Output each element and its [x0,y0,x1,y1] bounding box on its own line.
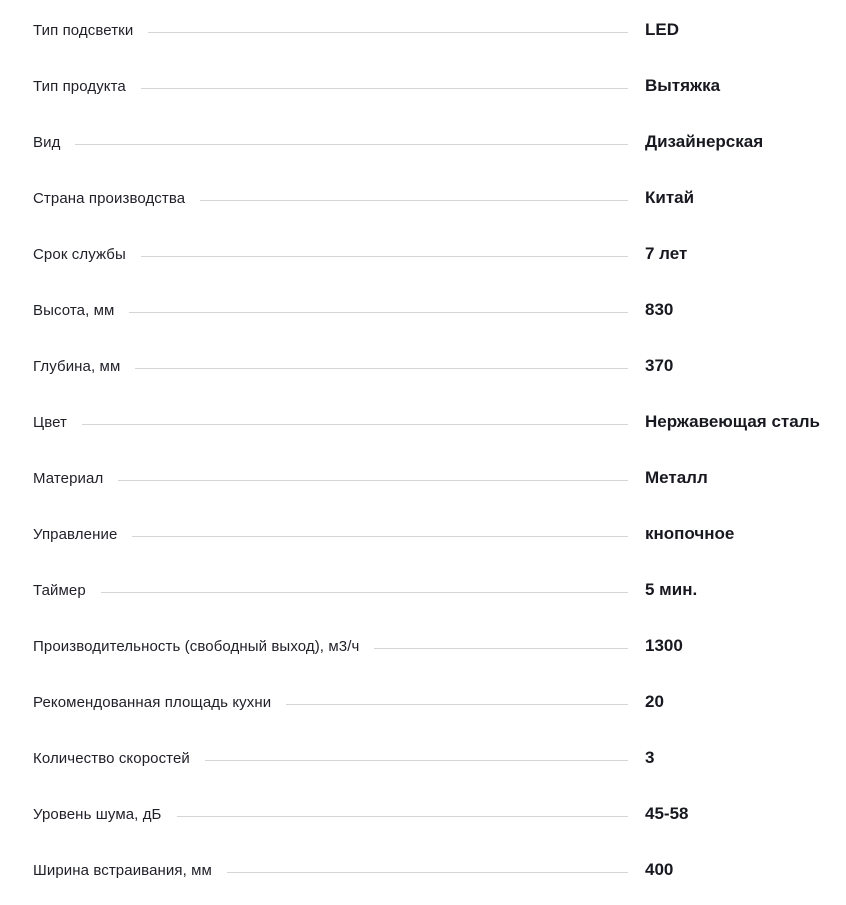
spec-value: Китай [645,188,695,207]
spec-value: 830 [645,300,674,319]
spec-label: Производительность (свободный выход), м3/ч [33,637,360,655]
spec-value: 7 лет [645,244,688,263]
spec-label: Количество скоростей [33,749,190,767]
leader-line [141,88,628,89]
spec-row [0,674,846,730]
spec-value: 1300 [645,636,683,655]
leader-line [75,144,628,145]
leader-line [148,32,628,33]
leader-line [118,480,628,481]
spec-row [0,114,846,170]
spec-label: Управление [33,525,118,543]
spec-row [0,282,846,338]
spec-label: Высота, мм [33,301,115,319]
leader-line [135,368,628,369]
spec-label: Таймер [33,581,86,599]
leader-line [141,256,628,257]
spec-label: Тип подсветки [33,21,134,39]
spec-label: Вид [33,133,61,151]
spec-value: 5 мин. [645,580,698,599]
spec-row [0,2,846,58]
spec-label: Тип продукта [33,77,126,95]
spec-value: 45-58 [645,804,689,823]
spec-value: Вытяжка [645,76,721,95]
spec-row [0,338,846,394]
spec-row [0,58,846,114]
leader-line [374,648,628,649]
spec-row [0,842,846,898]
spec-label: Цвет [33,413,68,431]
spec-row [0,226,846,282]
spec-value: 20 [645,692,664,711]
leader-line [132,536,628,537]
spec-value: LED [645,20,679,39]
leader-line [101,592,628,593]
leader-line [286,704,628,705]
leader-line [129,312,628,313]
spec-value: 370 [645,356,674,375]
spec-label: Уровень шума, дБ [33,805,162,823]
spec-label: Страна производства [33,189,186,207]
leader-line [227,872,628,873]
spec-label: Материал [33,469,104,487]
leader-line [205,760,628,761]
spec-value: Дизайнерская [645,132,764,151]
leader-line [200,200,628,201]
spec-value: 3 [645,748,655,767]
spec-row [0,506,846,562]
spec-value: Нержавеющая сталь [645,412,820,431]
spec-label: Рекомендованная площадь кухни [33,693,272,711]
spec-value: кнопочное [645,524,735,543]
spec-row [0,730,846,786]
leader-line [177,816,629,817]
spec-label: Ширина встраивания, мм [33,861,212,879]
spec-label: Срок службы [33,245,126,263]
spec-row [0,618,846,674]
spec-row [0,170,846,226]
spec-row [0,786,846,842]
leader-line [82,424,628,425]
spec-value: 400 [645,860,674,879]
spec-value: Металл [645,468,708,487]
spec-row [0,450,846,506]
spec-label: Глубина, мм [33,357,121,375]
spec-row [0,562,846,618]
spec-row [0,394,846,450]
